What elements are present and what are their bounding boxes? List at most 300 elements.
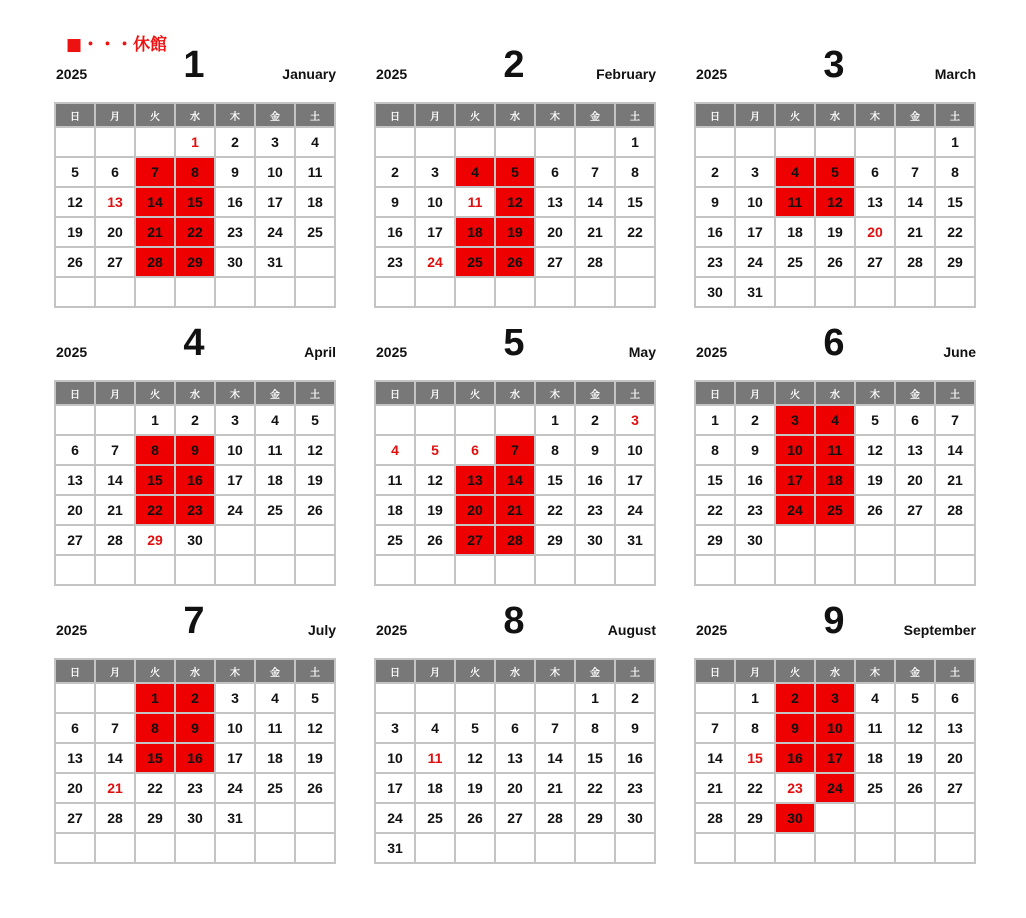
day-cell: 14	[495, 465, 535, 495]
weekday-label: 水	[175, 103, 215, 127]
day-cell: 23	[215, 217, 255, 247]
week-row	[695, 157, 975, 187]
day-cell: 17	[375, 773, 415, 803]
day-cell: 20	[95, 217, 135, 247]
day-cell: 22	[575, 773, 615, 803]
day-cell: 13	[535, 187, 575, 217]
day-cell: 4	[295, 127, 335, 157]
day-cell: 12	[295, 435, 335, 465]
day-cell: 11	[815, 435, 855, 465]
week-row	[695, 803, 975, 833]
week-row	[695, 127, 975, 157]
day-cell: 6	[95, 157, 135, 187]
day-cell: 22	[135, 495, 175, 525]
day-cell: 9	[575, 435, 615, 465]
empty-cell	[495, 833, 535, 863]
month-header	[54, 46, 336, 92]
closed-legend: ■・・・休館	[66, 35, 168, 55]
day-cell: 9	[175, 435, 215, 465]
day-cell: 9	[695, 187, 735, 217]
empty-cell	[775, 525, 815, 555]
empty-cell	[615, 277, 655, 307]
day-cell: 28	[95, 525, 135, 555]
day-cell: 10	[255, 157, 295, 187]
empty-cell	[175, 277, 215, 307]
empty-cell	[95, 683, 135, 713]
day-cell: 27	[535, 247, 575, 277]
weekday-label: 木	[535, 381, 575, 405]
empty-cell	[895, 555, 935, 585]
weekday-label: 土	[615, 103, 655, 127]
day-cell: 21	[575, 217, 615, 247]
week-row	[55, 833, 335, 863]
month-name: May	[628, 344, 656, 360]
empty-cell	[215, 555, 255, 585]
day-cell: 15	[615, 187, 655, 217]
empty-cell	[255, 803, 295, 833]
weekday-label: 金	[575, 659, 615, 683]
empty-cell	[535, 277, 575, 307]
empty-cell	[215, 277, 255, 307]
day-cell: 26	[815, 247, 855, 277]
weekday-label: 火	[455, 381, 495, 405]
day-cell: 1	[135, 405, 175, 435]
empty-cell	[295, 803, 335, 833]
day-cell: 27	[855, 247, 895, 277]
week-row	[375, 157, 655, 187]
day-cell: 17	[815, 743, 855, 773]
day-cell: 25	[255, 773, 295, 803]
day-cell: 13	[495, 743, 535, 773]
day-cell: 17	[735, 217, 775, 247]
day-cell: 23	[615, 773, 655, 803]
day-cell: 22	[175, 217, 215, 247]
month-number: 5	[503, 322, 525, 364]
day-cell: 21	[895, 217, 935, 247]
month-header	[54, 324, 336, 370]
day-cell: 25	[255, 495, 295, 525]
empty-cell	[815, 803, 855, 833]
weekday-label: 木	[215, 103, 255, 127]
empty-cell	[255, 555, 295, 585]
day-cell: 20	[55, 495, 95, 525]
empty-cell	[535, 683, 575, 713]
day-cell: 6	[55, 713, 95, 743]
weekday-header-row	[375, 103, 655, 127]
weekday-label: 木	[855, 659, 895, 683]
day-cell: 23	[375, 247, 415, 277]
empty-cell	[895, 277, 935, 307]
day-cell: 19	[295, 465, 335, 495]
day-cell: 13	[55, 743, 95, 773]
empty-cell	[775, 555, 815, 585]
year-label: 2025	[56, 66, 88, 82]
day-cell: 8	[535, 435, 575, 465]
weekday-label: 土	[935, 103, 975, 127]
day-cell: 6	[495, 713, 535, 743]
day-cell: 31	[255, 247, 295, 277]
weekday-label: 火	[455, 103, 495, 127]
empty-cell	[495, 555, 535, 585]
weekday-label: 日	[695, 103, 735, 127]
day-cell: 18	[295, 187, 335, 217]
day-cell: 30	[175, 803, 215, 833]
day-cell: 8	[695, 435, 735, 465]
day-cell: 20	[455, 495, 495, 525]
day-cell: 19	[295, 743, 335, 773]
day-cell: 24	[615, 495, 655, 525]
day-cell: 26	[415, 525, 455, 555]
day-cell: 28	[895, 247, 935, 277]
day-cell: 29	[535, 525, 575, 555]
month-number: 1	[183, 44, 205, 86]
weekday-label: 土	[295, 381, 335, 405]
empty-cell	[415, 405, 455, 435]
week-row	[55, 217, 335, 247]
empty-cell	[255, 277, 295, 307]
day-cell: 6	[855, 157, 895, 187]
day-grid	[54, 658, 336, 864]
day-grid	[694, 102, 976, 308]
empty-cell	[95, 127, 135, 157]
day-cell: 19	[415, 495, 455, 525]
weekday-label: 火	[135, 659, 175, 683]
empty-cell	[815, 555, 855, 585]
day-cell: 29	[735, 803, 775, 833]
empty-cell	[255, 525, 295, 555]
empty-cell	[495, 277, 535, 307]
day-grid	[374, 380, 656, 586]
day-cell: 17	[615, 465, 655, 495]
empty-cell	[295, 277, 335, 307]
month-name: February	[596, 66, 656, 82]
week-row	[695, 833, 975, 863]
day-cell: 23	[775, 773, 815, 803]
day-cell: 14	[135, 187, 175, 217]
day-cell: 17	[415, 217, 455, 247]
day-cell: 29	[135, 803, 175, 833]
day-cell: 9	[735, 435, 775, 465]
day-cell: 27	[935, 773, 975, 803]
day-cell: 25	[415, 803, 455, 833]
weekday-header-row	[375, 659, 655, 683]
day-cell: 11	[855, 713, 895, 743]
weekday-label: 月	[415, 103, 455, 127]
day-cell: 25	[375, 525, 415, 555]
weekday-label: 日	[695, 381, 735, 405]
day-cell: 11	[375, 465, 415, 495]
weekday-label: 日	[375, 381, 415, 405]
day-cell: 16	[215, 187, 255, 217]
month-name: September	[903, 622, 976, 638]
weekday-label: 日	[55, 659, 95, 683]
weekday-header-row	[375, 381, 655, 405]
day-cell: 15	[735, 743, 775, 773]
day-cell: 21	[95, 495, 135, 525]
weekday-label: 木	[535, 103, 575, 127]
day-cell: 9	[215, 157, 255, 187]
day-cell: 1	[175, 127, 215, 157]
day-cell: 10	[615, 435, 655, 465]
empty-cell	[455, 277, 495, 307]
empty-cell	[695, 833, 735, 863]
empty-cell	[95, 555, 135, 585]
day-cell: 11	[255, 713, 295, 743]
month-calendar-february	[374, 46, 656, 306]
day-cell: 20	[895, 465, 935, 495]
empty-cell	[855, 127, 895, 157]
day-cell: 4	[255, 405, 295, 435]
day-cell: 9	[615, 713, 655, 743]
year-label: 2025	[376, 66, 408, 82]
week-row	[695, 405, 975, 435]
empty-cell	[935, 803, 975, 833]
day-cell: 23	[175, 495, 215, 525]
empty-cell	[615, 247, 655, 277]
day-cell: 11	[295, 157, 335, 187]
day-cell: 28	[95, 803, 135, 833]
day-cell: 23	[735, 495, 775, 525]
day-cell: 7	[535, 713, 575, 743]
day-cell: 12	[415, 465, 455, 495]
day-cell: 27	[895, 495, 935, 525]
empty-cell	[495, 127, 535, 157]
day-cell: 18	[775, 217, 815, 247]
weekday-label: 木	[855, 381, 895, 405]
day-cell: 29	[935, 247, 975, 277]
empty-cell	[175, 833, 215, 863]
day-cell: 17	[215, 743, 255, 773]
week-row	[375, 773, 655, 803]
month-name: March	[934, 66, 976, 82]
empty-cell	[55, 555, 95, 585]
day-cell: 17	[255, 187, 295, 217]
weekday-label: 土	[295, 659, 335, 683]
week-row	[695, 555, 975, 585]
day-cell: 4	[815, 405, 855, 435]
weekday-label: 土	[615, 659, 655, 683]
day-cell: 6	[55, 435, 95, 465]
empty-cell	[95, 277, 135, 307]
day-cell: 19	[895, 743, 935, 773]
month-number: 6	[823, 322, 845, 364]
week-row	[695, 277, 975, 307]
day-cell: 12	[895, 713, 935, 743]
day-cell: 25	[815, 495, 855, 525]
empty-cell	[375, 277, 415, 307]
empty-cell	[935, 525, 975, 555]
day-grid	[54, 380, 336, 586]
day-cell: 26	[295, 773, 335, 803]
month-number: 3	[823, 44, 845, 86]
month-header	[374, 602, 656, 648]
day-cell: 12	[495, 187, 535, 217]
day-grid	[694, 658, 976, 864]
day-cell: 7	[695, 713, 735, 743]
day-cell: 22	[935, 217, 975, 247]
day-cell: 14	[95, 465, 135, 495]
day-cell: 16	[375, 217, 415, 247]
day-cell: 1	[575, 683, 615, 713]
empty-cell	[415, 555, 455, 585]
day-cell: 24	[415, 247, 455, 277]
day-cell: 4	[255, 683, 295, 713]
day-cell: 31	[215, 803, 255, 833]
day-cell: 27	[95, 247, 135, 277]
week-row	[375, 187, 655, 217]
empty-cell	[375, 127, 415, 157]
day-cell: 21	[535, 773, 575, 803]
empty-cell	[775, 127, 815, 157]
day-cell: 8	[935, 157, 975, 187]
day-cell: 30	[615, 803, 655, 833]
empty-cell	[295, 247, 335, 277]
week-row	[695, 525, 975, 555]
day-cell: 16	[175, 465, 215, 495]
empty-cell	[295, 525, 335, 555]
empty-cell	[575, 127, 615, 157]
day-cell: 2	[735, 405, 775, 435]
day-cell: 25	[295, 217, 335, 247]
day-cell: 29	[575, 803, 615, 833]
day-cell: 15	[135, 743, 175, 773]
day-cell: 20	[55, 773, 95, 803]
day-cell: 10	[215, 713, 255, 743]
day-grid	[374, 658, 656, 864]
empty-cell	[815, 127, 855, 157]
day-cell: 11	[255, 435, 295, 465]
day-cell: 7	[495, 435, 535, 465]
week-row	[375, 247, 655, 277]
day-cell: 9	[175, 713, 215, 743]
day-cell: 2	[215, 127, 255, 157]
day-cell: 30	[575, 525, 615, 555]
month-header	[694, 602, 976, 648]
empty-cell	[375, 555, 415, 585]
week-row	[55, 495, 335, 525]
day-cell: 1	[615, 127, 655, 157]
weekday-label: 金	[255, 659, 295, 683]
day-cell: 18	[815, 465, 855, 495]
weekday-label: 水	[495, 659, 535, 683]
empty-cell	[575, 555, 615, 585]
weekday-label: 金	[575, 381, 615, 405]
day-cell: 17	[215, 465, 255, 495]
day-cell: 22	[695, 495, 735, 525]
weekday-header-row	[55, 659, 335, 683]
day-cell: 22	[535, 495, 575, 525]
weekday-label: 月	[735, 103, 775, 127]
weekday-header-row	[55, 381, 335, 405]
year-label: 2025	[376, 622, 408, 638]
day-cell: 5	[495, 157, 535, 187]
day-cell: 7	[135, 157, 175, 187]
day-cell: 15	[535, 465, 575, 495]
weekday-label: 木	[215, 659, 255, 683]
day-cell: 19	[455, 773, 495, 803]
day-cell: 30	[695, 277, 735, 307]
day-cell: 11	[415, 743, 455, 773]
day-cell: 12	[815, 187, 855, 217]
day-cell: 4	[455, 157, 495, 187]
month-header	[374, 46, 656, 92]
year-label: 2025	[696, 344, 728, 360]
empty-cell	[415, 127, 455, 157]
day-cell: 20	[535, 217, 575, 247]
day-cell: 22	[135, 773, 175, 803]
day-cell: 30	[175, 525, 215, 555]
day-cell: 26	[295, 495, 335, 525]
empty-cell	[895, 803, 935, 833]
week-row	[55, 555, 335, 585]
week-row	[55, 683, 335, 713]
day-cell: 26	[55, 247, 95, 277]
week-row	[695, 247, 975, 277]
empty-cell	[895, 525, 935, 555]
week-row	[55, 405, 335, 435]
day-cell: 12	[295, 713, 335, 743]
empty-cell	[55, 127, 95, 157]
day-cell: 18	[255, 465, 295, 495]
day-cell: 10	[775, 435, 815, 465]
empty-cell	[855, 277, 895, 307]
weekday-label: 月	[95, 659, 135, 683]
day-cell: 16	[615, 743, 655, 773]
weekday-header-row	[695, 381, 975, 405]
day-cell: 20	[935, 743, 975, 773]
weekday-label: 水	[175, 659, 215, 683]
day-cell: 3	[375, 713, 415, 743]
empty-cell	[815, 833, 855, 863]
day-cell: 4	[415, 713, 455, 743]
weekday-label: 月	[95, 381, 135, 405]
empty-cell	[215, 833, 255, 863]
year-label: 2025	[56, 622, 88, 638]
empty-cell	[535, 127, 575, 157]
day-cell: 14	[935, 435, 975, 465]
empty-cell	[55, 277, 95, 307]
day-cell: 27	[455, 525, 495, 555]
week-row	[695, 495, 975, 525]
empty-cell	[455, 555, 495, 585]
empty-cell	[815, 525, 855, 555]
day-cell: 15	[175, 187, 215, 217]
empty-cell	[375, 405, 415, 435]
week-row	[375, 405, 655, 435]
day-cell: 3	[615, 405, 655, 435]
week-row	[55, 465, 335, 495]
week-row	[55, 773, 335, 803]
day-cell: 26	[495, 247, 535, 277]
month-calendar-july	[54, 602, 336, 862]
day-cell: 28	[695, 803, 735, 833]
day-cell: 8	[135, 713, 175, 743]
week-row	[375, 803, 655, 833]
day-cell: 23	[175, 773, 215, 803]
day-cell: 16	[735, 465, 775, 495]
day-cell: 21	[695, 773, 735, 803]
month-number: 4	[183, 322, 205, 364]
day-cell: 6	[455, 435, 495, 465]
week-row	[695, 217, 975, 247]
empty-cell	[935, 277, 975, 307]
week-row	[695, 465, 975, 495]
weekday-label: 木	[215, 381, 255, 405]
day-cell: 7	[95, 435, 135, 465]
day-cell: 13	[55, 465, 95, 495]
day-cell: 24	[775, 495, 815, 525]
month-header	[694, 324, 976, 370]
